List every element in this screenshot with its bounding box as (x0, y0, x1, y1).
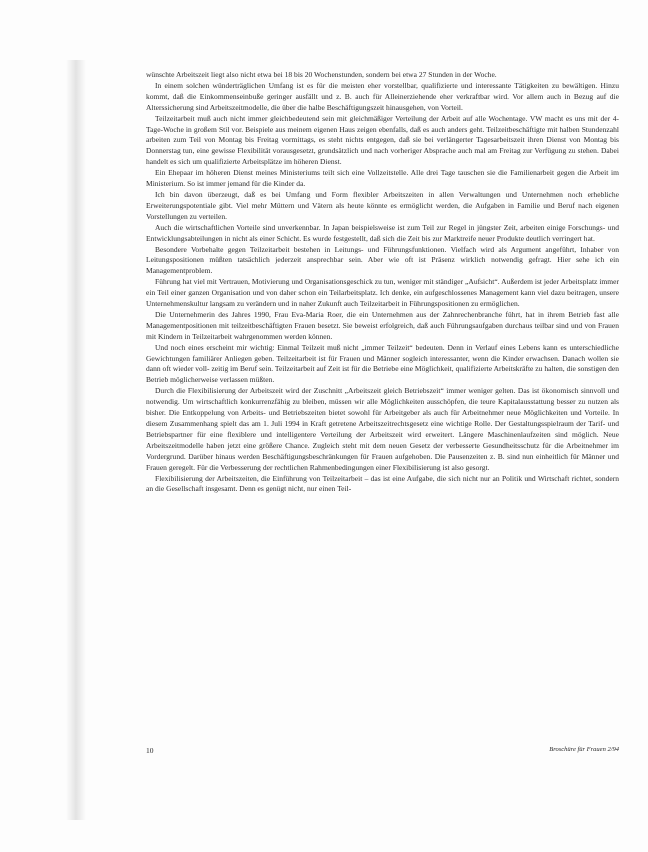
paragraph: Flexibilisierung der Arbeitszeiten, die Einführung von Teilzeitarbeit – das ist eine Aufgabe, die sich nicht nur an Politik und Wirtschaft richtet, sondern an die Gesellschaft insgesamt. Denn es genügt nicht, nur einen Teil- (146, 473, 619, 494)
paragraph: Auch die wirtschaftlichen Vorteile sind unverkennbar. In Japan beispielsweise ist zum Teil zur Regel in jüngster Zeit, arbeiten einige Forschungs- und Entwicklungsabteilungen in nicht als einer Schicht. Es wurde festgestellt, daß sich die Zeit bis zur Marktreife neuer Produkte deutlich verringert hat. (146, 222, 619, 243)
paragraph: Teilzeitarbeit muß auch nicht immer gleichbedeutend sein mit gleichmäßiger Verteilung der Arbeit auf alle Wochentage. VW macht es uns mit der 4-Tage-Woche in großem Stil vor. Beispiele aus meinem eigenen Haus zeigen ebenfalls, daß es auch anders geht. Teilzeitbeschäftigte mit halben Stundenzahl arbeiten zum Teil von Montag bis Freitag vormittags, es steht nichts entgegen, daß sie bei verlängerter Tagesarbeitszeit ihren Dienst von Montag bis Donnerstag tun, eine gewisse Flexibilität vorausgesetzt, grundsätzlich und nach vorheriger Absprache auch mal am Freitag zur Verfügung zu stehen. Dabei handelt es sich um qualifizierte Arbeitsplätze im höheren Dienst. (146, 113, 619, 167)
body-text (146, 70, 619, 495)
scan-shadow (66, 60, 86, 820)
paragraph: Führung hat viel mit Vertrauen, Motivierung und Organisationsgeschick zu tun, weniger mit ständiger „Aufsicht“. Außerdem ist jeder Arbeitsplatz immer ein Teil einer ganzen Organisation und von daher schon ein Teilarbeitsplatz. Ich denke, ein aufgeschlossenes Management kann viel dazu beitragen, unsere Unternehmenskultur langsam zu verändern und in naher Zukunft auch Teilzeitarbeit in Führungspositionen zu ermöglichen. (146, 277, 619, 309)
page-footer (146, 746, 619, 760)
paragraph: Ein Ehepaar im höheren Dienst meines Ministeriums teilt sich eine Vollzeitstelle. Alle drei Tage tauschen sie die Familienarbeit gegen die Arbeit im Ministerium. So ist immer jemand für die Kinder da. (146, 168, 619, 189)
paragraph: wünschte Arbeitszeit liegt also nicht etwa bei 18 bis 20 Wochenstunden, sondern bei etwa 27 Stunden in der Woche. (146, 70, 497, 79)
paragraph: Die Unternehmerin des Jahres 1990, Frau Eva-Maria Roer, die ein Unternehmen aus der Zahnrechenbranche führt, hat in ihrem Betrieb fast alle Managementpositionen mit teilzeitbeschäftigten Frauen besetzt. Sie beweist erfolgreich, daß auch Führungsaufgaben durchaus teilbar sind und von Frauen mit Kindern in Teilzeitarbeit wahrgenommen werden können. (146, 309, 619, 341)
paragraph: Und noch eines erscheint mir wichtig: Einmal Teilzeit muß nicht „immer Teilzeit“ bedeuten. Denn in Verlauf eines Lebens kann es unterschiedliche Gewichtungen familiärer Anliegen geben. Teilzeitarbeit ist für Frauen und Männer sogleich interessanter, wenn die Kinder erwachsen. Danach wollen sie dann oft wieder voll- zeitig im Beruf sein. Teilzeitarbeit auf Zeit ist für die Betriebe eine Möglichkeit, qualifizierte Arbeitskräfte zu halten, die sonstigen den Betrieb möglicherweise verlassen müßten. (146, 342, 619, 385)
paragraph: Durch die Flexibilisierung der Arbeitszeit wird der Zuschnitt „Arbeitszeit gleich Betriebszeit“ immer weniger gelten. Das ist ökonomisch sinnvoll und notwendig. Um wirtschaftlich konkurrenzfähig zu bleiben, müssen wir alle Möglichkeiten ausschöpfen, die teure Kapitalausstattung besser zu nutzen als bisher. Die Entkoppelung von Arbeits- und Betriebszeiten bietet sowohl für Arbeitgeber als auch für Arbeitnehmer neue Möglichkeiten und Vorteile. In diesem Zusammenhang spielt das am 1. Juli 1994 in Kraft getretene Arbeitszeitrechtsgesetz eine wichtige Rolle. Der Gestaltungsspielraum der Tarif- und Betriebspartner für eine flexiblere und intelligentere Verteilung der Arbeitszeit wird erweitert. Längere Maschinenlaufzeiten sind möglich. Neue Arbeitszeitmodelle haben jetzt eine größere Chance. Zugleich steht mit dem neuen Gesetz der verbesserte Gesundheitsschutz für die Arbeitnehmer im Vordergrund. Darüber hinaus werden Beschäftigungsbeschränkungen für Frauen aufgehoben. Die Pausenzeiten z. B. sind nun einheitlich für Männer und Frauen geregelt. Für die Verbesserung der rechtlichen Rahmenbedingungen einer Flexibilisierung ist also gesorgt. (146, 386, 619, 472)
paragraph: In einem solchen wünderträglichen Umfang ist es für die meisten eher vorstellbar, qualifizierte und interessante Tätigkeiten zu bewältigen. Hinzu kommt, daß die Einkommenseinbuße geringer ausfällt und z. B. auch für Alleinerziehende eher verkraftbar wird. Vor allem auch in Bezug auf die Alterssicherung sind Arbeitszeitmodelle, die über die halbe Beschäftigungszeit hinausgehen, von Vorteil. (146, 80, 619, 112)
paragraph: Besondere Vorbehalte gegen Teilzeitarbeit bestehen in Leitungs- und Führungsfunktionen. Vielfach wird als Argument angeführt, Inhaber von Leitungspositionen müßten tatsächlich jederzeit ansprechbar sein. Aber wie oft ist Präsenz wirklich notwendig gefragt. Hier sehe ich ein Managementproblem. (146, 244, 619, 276)
paragraph: Ich bin davon überzeugt, daß es bei Umfang und Form flexibler Arbeitszeiten in allen Verwaltungen und Unternehmen noch erhebliche Erweiterungspotentiale gibt. Viel mehr Müttern und Vätern als heute könnte es ermöglicht werden, die Aufgaben in Familie und Beruf nach eigenen Vorstellungen zu verteilen. (146, 189, 619, 221)
page-number: 10 (146, 746, 154, 755)
document-page (146, 70, 619, 770)
footer-source: Broschüre für Frauen 2/94 (549, 746, 619, 753)
